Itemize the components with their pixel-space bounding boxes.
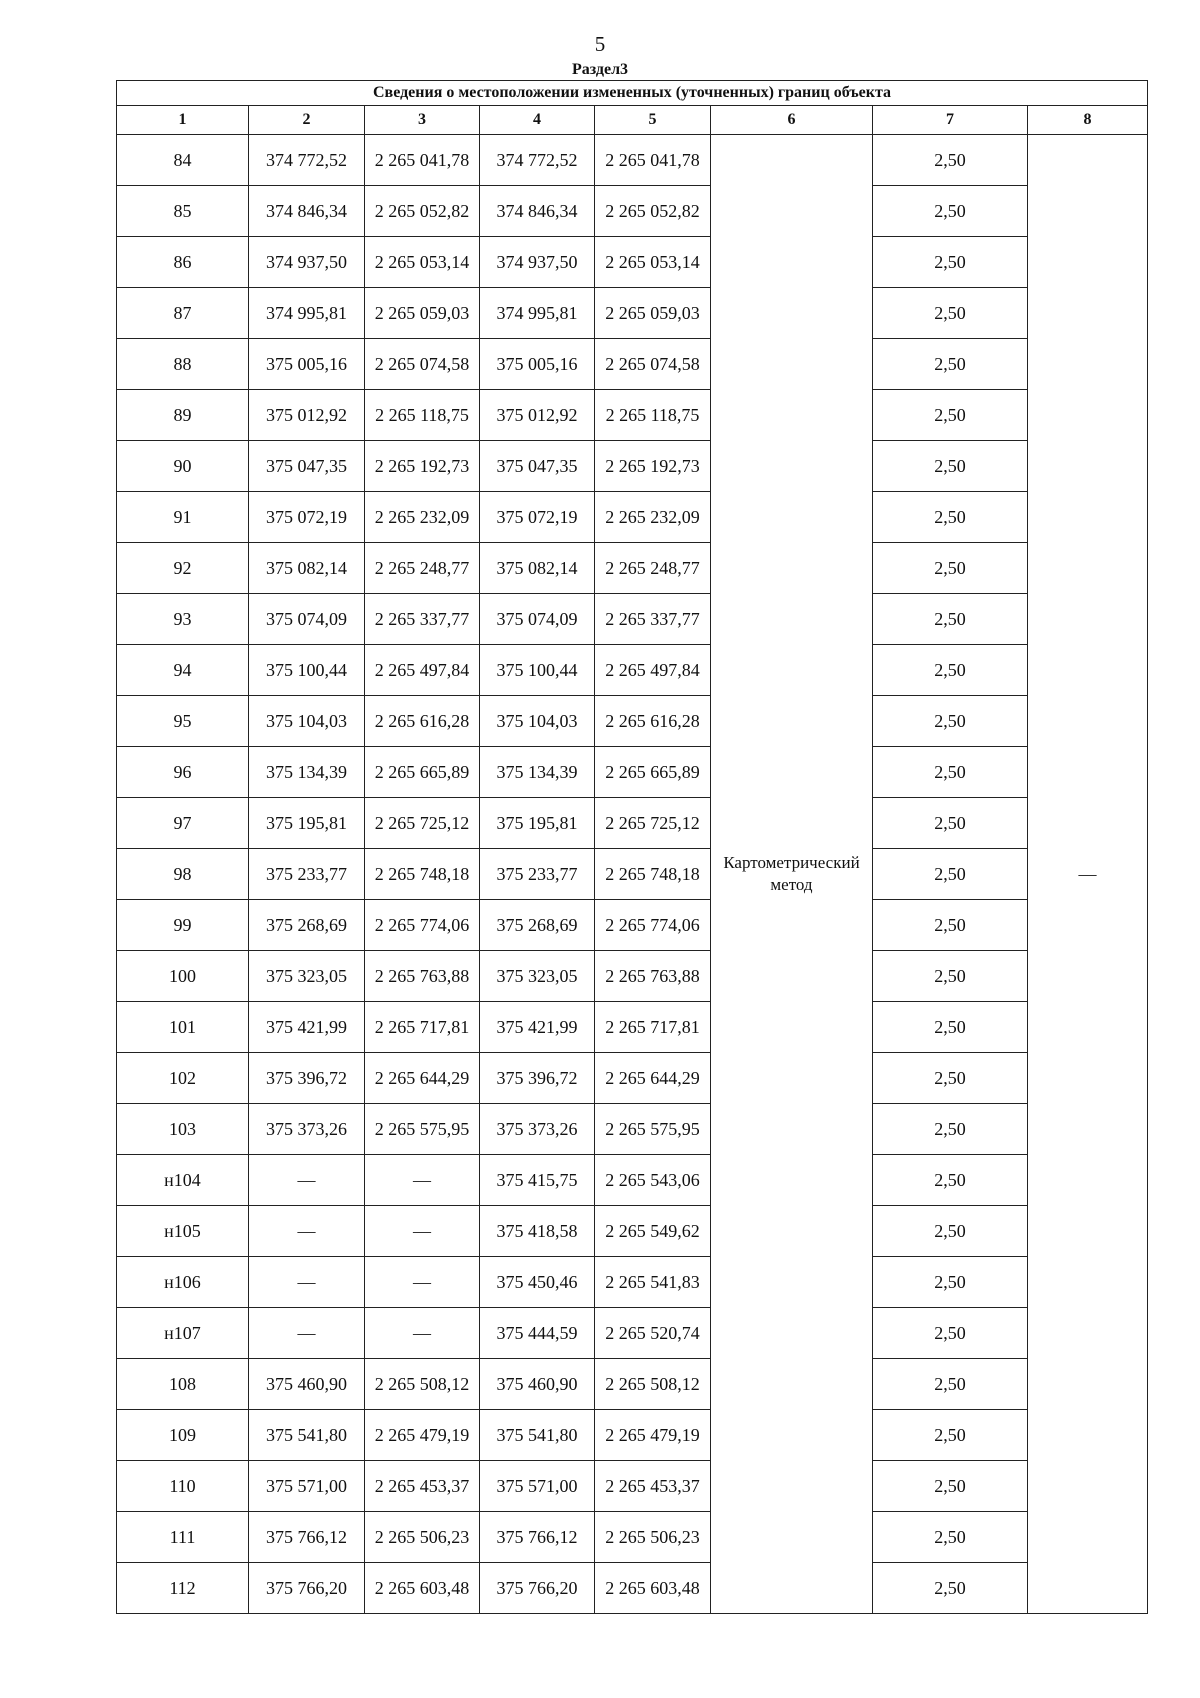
column-number-row (117, 106, 1148, 135)
old-x-cell: 375 268,69 (249, 900, 365, 951)
new-x-cell: 375 323,05 (480, 951, 595, 1002)
new-x-cell: 375 082,14 (480, 543, 595, 594)
accuracy-cell: 2,50 (873, 390, 1028, 441)
point-number-cell: 102 (117, 1053, 249, 1104)
accuracy-cell: 2,50 (873, 1053, 1028, 1104)
old-x-cell: 375 134,39 (249, 747, 365, 798)
accuracy-cell: 2,50 (873, 135, 1028, 186)
old-y-cell: 2 265 506,23 (365, 1512, 480, 1563)
old-x-cell: 375 421,99 (249, 1002, 365, 1053)
column-number: 5 (595, 106, 711, 135)
new-y-cell: 2 265 053,14 (595, 237, 711, 288)
column-number: 6 (711, 106, 873, 135)
new-y-cell: 2 265 543,06 (595, 1155, 711, 1206)
new-y-cell: 2 265 644,29 (595, 1053, 711, 1104)
new-y-cell: 2 265 337,77 (595, 594, 711, 645)
old-x-cell: 375 541,80 (249, 1410, 365, 1461)
table-row (117, 339, 1148, 390)
old-x-cell: 375 766,12 (249, 1512, 365, 1563)
old-x-cell: 374 846,34 (249, 186, 365, 237)
column-number: 4 (480, 106, 595, 135)
table-row (117, 237, 1148, 288)
table-row (117, 543, 1148, 594)
new-x-cell: 375 396,72 (480, 1053, 595, 1104)
accuracy-cell: 2,50 (873, 594, 1028, 645)
new-x-cell: 375 047,35 (480, 441, 595, 492)
column-number: 2 (249, 106, 365, 135)
old-y-cell: 2 265 074,58 (365, 339, 480, 390)
new-x-cell: 375 195,81 (480, 798, 595, 849)
new-x-cell: 375 233,77 (480, 849, 595, 900)
point-number-cell: 93 (117, 594, 249, 645)
table-row (117, 1359, 1148, 1410)
column-number: 3 (365, 106, 480, 135)
point-number-cell: 88 (117, 339, 249, 390)
new-y-cell: 2 265 059,03 (595, 288, 711, 339)
old-y-cell: 2 265 479,19 (365, 1410, 480, 1461)
section-title: Раздел3 (571, 61, 629, 78)
old-x-cell: 375 323,05 (249, 951, 365, 1002)
old-y-cell: 2 265 053,14 (365, 237, 480, 288)
old-y-cell: 2 265 052,82 (365, 186, 480, 237)
point-number-cell: н106 (117, 1257, 249, 1308)
new-y-cell: 2 265 479,19 (595, 1410, 711, 1461)
accuracy-cell: 2,50 (873, 339, 1028, 390)
point-number-cell: 109 (117, 1410, 249, 1461)
new-x-cell: 374 846,34 (480, 186, 595, 237)
new-y-cell: 2 265 763,88 (595, 951, 711, 1002)
accuracy-cell: 2,50 (873, 645, 1028, 696)
old-x-cell: 375 195,81 (249, 798, 365, 849)
old-y-cell: 2 265 041,78 (365, 135, 480, 186)
old-x-cell: 375 005,16 (249, 339, 365, 390)
accuracy-cell: 2,50 (873, 696, 1028, 747)
new-y-cell: 2 265 453,37 (595, 1461, 711, 1512)
old-y-cell: 2 265 603,48 (365, 1563, 480, 1614)
table-row (117, 1104, 1148, 1155)
point-number-cell: 98 (117, 849, 249, 900)
table-row (117, 441, 1148, 492)
accuracy-cell: 2,50 (873, 1410, 1028, 1461)
table-row (117, 135, 1148, 186)
old-y-cell: 2 265 453,37 (365, 1461, 480, 1512)
old-y-cell: 2 265 337,77 (365, 594, 480, 645)
table-row (117, 747, 1148, 798)
accuracy-cell: 2,50 (873, 1512, 1028, 1563)
table-row (117, 696, 1148, 747)
point-number-cell: 95 (117, 696, 249, 747)
old-x-cell: — (249, 1308, 365, 1359)
new-x-cell: 375 134,39 (480, 747, 595, 798)
table-row (117, 1257, 1148, 1308)
old-y-cell: 2 265 644,29 (365, 1053, 480, 1104)
old-y-cell: 2 265 725,12 (365, 798, 480, 849)
old-y-cell: — (365, 1257, 480, 1308)
table-row (117, 798, 1148, 849)
accuracy-cell: 2,50 (873, 747, 1028, 798)
new-x-cell: 375 766,12 (480, 1512, 595, 1563)
old-y-cell: — (365, 1206, 480, 1257)
new-x-cell: 375 268,69 (480, 900, 595, 951)
method-cell: Картометрический метод (711, 135, 873, 1614)
new-x-cell: 374 772,52 (480, 135, 595, 186)
point-number-cell: 87 (117, 288, 249, 339)
new-y-cell: 2 265 665,89 (595, 747, 711, 798)
old-x-cell: 374 937,50 (249, 237, 365, 288)
table-row (117, 1053, 1148, 1104)
new-y-cell: 2 265 748,18 (595, 849, 711, 900)
table-row (117, 1206, 1148, 1257)
old-x-cell: 375 233,77 (249, 849, 365, 900)
table-row (117, 1002, 1148, 1053)
old-y-cell: 2 265 717,81 (365, 1002, 480, 1053)
table-caption-row (117, 81, 1148, 106)
table-row (117, 1512, 1148, 1563)
old-x-cell: 375 571,00 (249, 1461, 365, 1512)
old-x-cell: 375 766,20 (249, 1563, 365, 1614)
new-x-cell: 375 415,75 (480, 1155, 595, 1206)
old-x-cell: 375 396,72 (249, 1053, 365, 1104)
table-row (117, 645, 1148, 696)
table-row (117, 594, 1148, 645)
accuracy-cell: 2,50 (873, 1104, 1028, 1155)
new-y-cell: 2 265 192,73 (595, 441, 711, 492)
point-number-cell: 97 (117, 798, 249, 849)
old-y-cell: 2 265 232,09 (365, 492, 480, 543)
new-x-cell: 375 460,90 (480, 1359, 595, 1410)
old-x-cell: 375 460,90 (249, 1359, 365, 1410)
old-y-cell: — (365, 1155, 480, 1206)
point-number-cell: 90 (117, 441, 249, 492)
point-number-cell: н107 (117, 1308, 249, 1359)
accuracy-cell: 2,50 (873, 237, 1028, 288)
old-x-cell: — (249, 1155, 365, 1206)
old-y-cell: 2 265 508,12 (365, 1359, 480, 1410)
new-x-cell: 375 100,44 (480, 645, 595, 696)
new-x-cell: 375 571,00 (480, 1461, 595, 1512)
point-number-cell: 91 (117, 492, 249, 543)
point-number-cell: 110 (117, 1461, 249, 1512)
new-x-cell: 375 444,59 (480, 1308, 595, 1359)
accuracy-cell: 2,50 (873, 1257, 1028, 1308)
accuracy-cell: 2,50 (873, 849, 1028, 900)
new-x-cell: 375 005,16 (480, 339, 595, 390)
new-x-cell: 375 421,99 (480, 1002, 595, 1053)
point-number-cell: 103 (117, 1104, 249, 1155)
new-x-cell: 375 418,58 (480, 1206, 595, 1257)
accuracy-cell: 2,50 (873, 492, 1028, 543)
old-y-cell: 2 265 118,75 (365, 390, 480, 441)
table-row (117, 900, 1148, 951)
old-y-cell: 2 265 575,95 (365, 1104, 480, 1155)
old-x-cell: 375 047,35 (249, 441, 365, 492)
new-x-cell: 375 373,26 (480, 1104, 595, 1155)
accuracy-cell: 2,50 (873, 900, 1028, 951)
old-y-cell: 2 265 192,73 (365, 441, 480, 492)
new-y-cell: 2 265 520,74 (595, 1308, 711, 1359)
old-y-cell: 2 265 616,28 (365, 696, 480, 747)
old-x-cell: — (249, 1257, 365, 1308)
point-number-cell: 92 (117, 543, 249, 594)
new-x-cell: 375 766,20 (480, 1563, 595, 1614)
old-y-cell: 2 265 248,77 (365, 543, 480, 594)
column-number: 8 (1028, 106, 1148, 135)
table-row (117, 1155, 1148, 1206)
old-x-cell: 375 373,26 (249, 1104, 365, 1155)
accuracy-cell: 2,50 (873, 441, 1028, 492)
new-x-cell: 374 937,50 (480, 237, 595, 288)
new-x-cell: 375 012,92 (480, 390, 595, 441)
accuracy-cell: 2,50 (873, 1155, 1028, 1206)
new-x-cell: 375 072,19 (480, 492, 595, 543)
old-x-cell: 375 082,14 (249, 543, 365, 594)
new-y-cell: 2 265 497,84 (595, 645, 711, 696)
accuracy-cell: 2,50 (873, 1308, 1028, 1359)
table-body (117, 135, 1148, 1614)
old-x-cell: 375 012,92 (249, 390, 365, 441)
accuracy-cell: 2,50 (873, 951, 1028, 1002)
column-number: 7 (873, 106, 1028, 135)
new-x-cell: 375 104,03 (480, 696, 595, 747)
old-x-cell: 375 074,09 (249, 594, 365, 645)
new-x-cell: 375 450,46 (480, 1257, 595, 1308)
accuracy-cell: 2,50 (873, 288, 1028, 339)
new-x-cell: 375 074,09 (480, 594, 595, 645)
new-y-cell: 2 265 603,48 (595, 1563, 711, 1614)
old-y-cell: 2 265 665,89 (365, 747, 480, 798)
accuracy-cell: 2,50 (873, 1563, 1028, 1614)
accuracy-cell: 2,50 (873, 543, 1028, 594)
new-y-cell: 2 265 248,77 (595, 543, 711, 594)
table-row (117, 390, 1148, 441)
point-number-cell: 111 (117, 1512, 249, 1563)
point-number-cell: 99 (117, 900, 249, 951)
point-number-cell: 84 (117, 135, 249, 186)
old-y-cell: 2 265 774,06 (365, 900, 480, 951)
new-y-cell: 2 265 508,12 (595, 1359, 711, 1410)
page-number: 5 (594, 32, 606, 56)
point-number-cell: 86 (117, 237, 249, 288)
accuracy-cell: 2,50 (873, 1002, 1028, 1053)
old-x-cell: — (249, 1206, 365, 1257)
new-y-cell: 2 265 074,58 (595, 339, 711, 390)
point-number-cell: 112 (117, 1563, 249, 1614)
old-y-cell: — (365, 1308, 480, 1359)
point-number-cell: 89 (117, 390, 249, 441)
table-caption: Сведения о местоположении измененных (уточненных) границ объекта (117, 81, 1148, 106)
old-x-cell: 374 772,52 (249, 135, 365, 186)
point-number-cell: 94 (117, 645, 249, 696)
point-number-cell: 100 (117, 951, 249, 1002)
new-y-cell: 2 265 575,95 (595, 1104, 711, 1155)
new-y-cell: 2 265 717,81 (595, 1002, 711, 1053)
old-x-cell: 374 995,81 (249, 288, 365, 339)
table-row (117, 1308, 1148, 1359)
accuracy-cell: 2,50 (873, 186, 1028, 237)
old-y-cell: 2 265 748,18 (365, 849, 480, 900)
new-y-cell: 2 265 616,28 (595, 696, 711, 747)
new-x-cell: 375 541,80 (480, 1410, 595, 1461)
new-y-cell: 2 265 725,12 (595, 798, 711, 849)
new-y-cell: 2 265 506,23 (595, 1512, 711, 1563)
point-number-cell: 96 (117, 747, 249, 798)
table-row (117, 288, 1148, 339)
table-row (117, 1410, 1148, 1461)
table-row (117, 951, 1148, 1002)
new-y-cell: 2 265 118,75 (595, 390, 711, 441)
new-x-cell: 374 995,81 (480, 288, 595, 339)
accuracy-cell: 2,50 (873, 1206, 1028, 1257)
point-number-cell: 85 (117, 186, 249, 237)
new-y-cell: 2 265 052,82 (595, 186, 711, 237)
point-number-cell: 108 (117, 1359, 249, 1410)
new-y-cell: 2 265 232,09 (595, 492, 711, 543)
table-row (117, 186, 1148, 237)
point-number-cell: 101 (117, 1002, 249, 1053)
new-y-cell: 2 265 041,78 (595, 135, 711, 186)
old-x-cell: 375 100,44 (249, 645, 365, 696)
column-8-cell: — (1028, 135, 1148, 1614)
old-y-cell: 2 265 763,88 (365, 951, 480, 1002)
new-y-cell: 2 265 774,06 (595, 900, 711, 951)
accuracy-cell: 2,50 (873, 1461, 1028, 1512)
accuracy-cell: 2,50 (873, 1359, 1028, 1410)
coordinates-table (116, 80, 1148, 1614)
new-y-cell: 2 265 541,83 (595, 1257, 711, 1308)
table-row (117, 492, 1148, 543)
column-number: 1 (117, 106, 249, 135)
old-y-cell: 2 265 497,84 (365, 645, 480, 696)
old-y-cell: 2 265 059,03 (365, 288, 480, 339)
old-x-cell: 375 104,03 (249, 696, 365, 747)
table-row (117, 1563, 1148, 1614)
new-y-cell: 2 265 549,62 (595, 1206, 711, 1257)
accuracy-cell: 2,50 (873, 798, 1028, 849)
point-number-cell: н105 (117, 1206, 249, 1257)
table-row (117, 849, 1148, 900)
old-x-cell: 375 072,19 (249, 492, 365, 543)
point-number-cell: н104 (117, 1155, 249, 1206)
table-row (117, 1461, 1148, 1512)
